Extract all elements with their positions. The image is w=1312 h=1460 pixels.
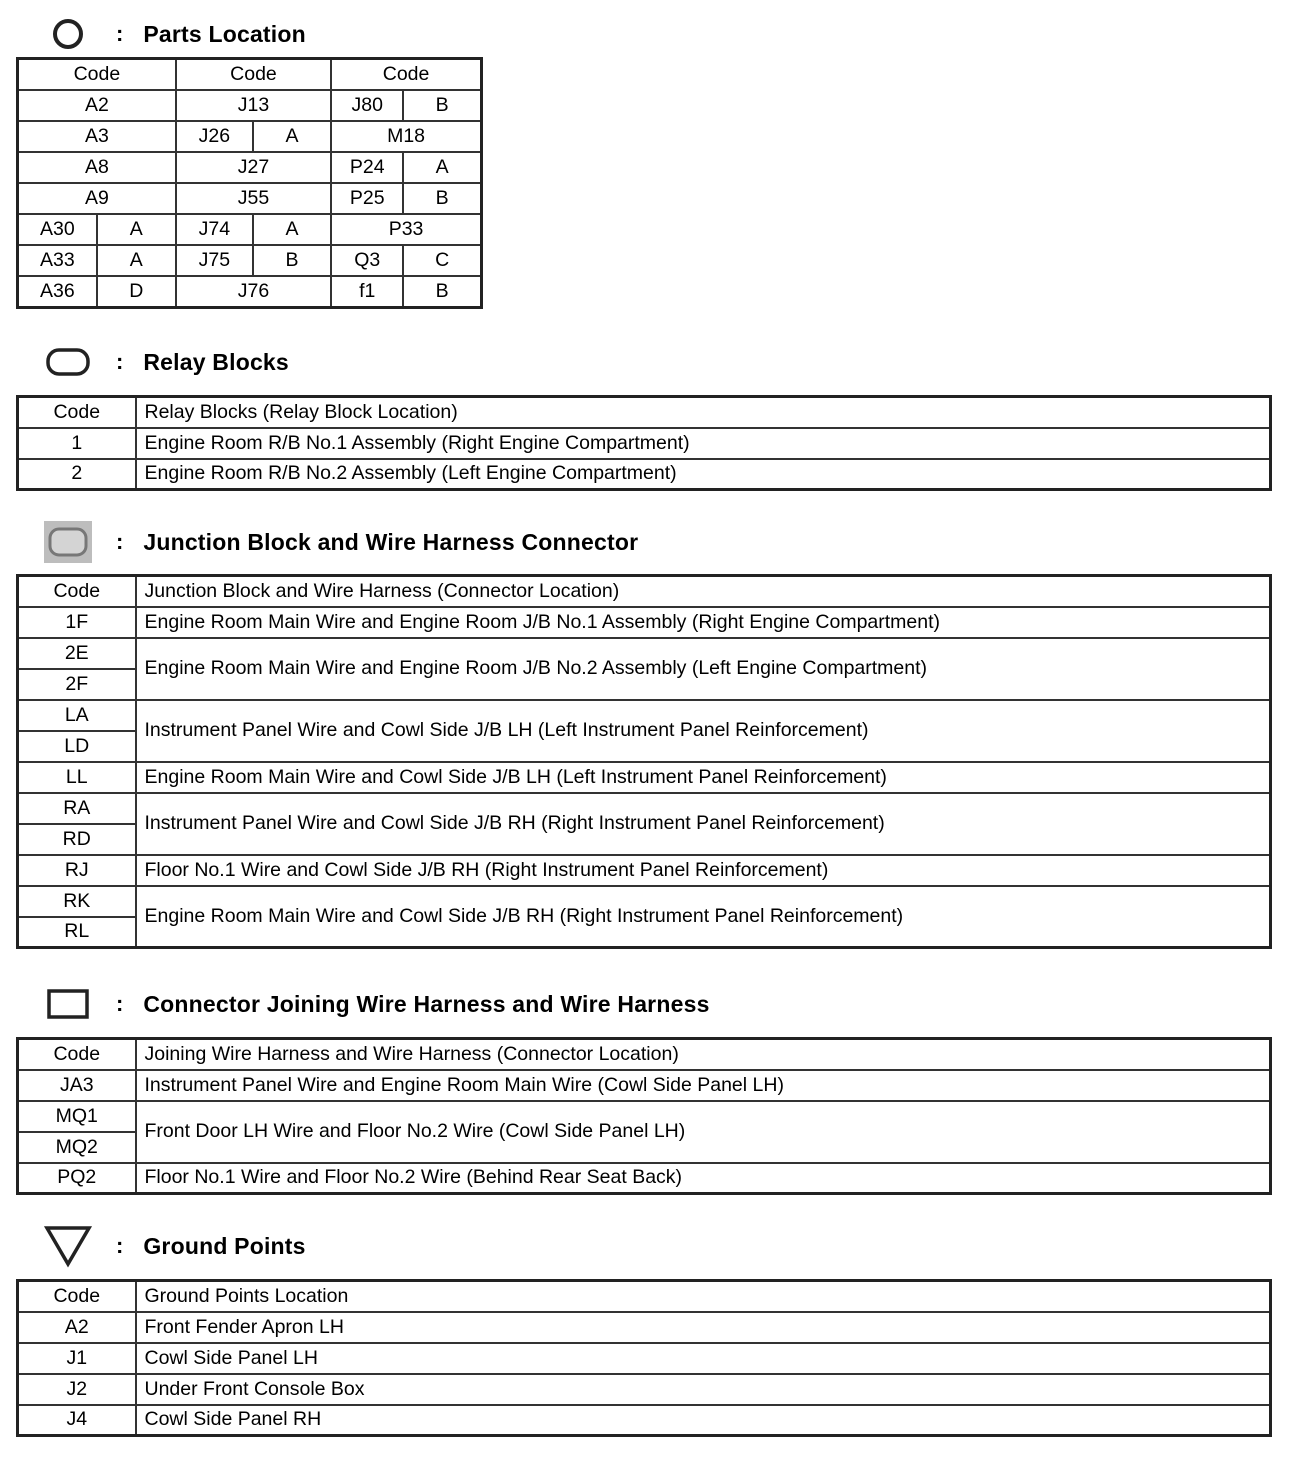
table-row bbox=[18, 428, 1271, 459]
table-header-row bbox=[18, 397, 1271, 428]
suffix-cell: D bbox=[97, 276, 176, 308]
circle-icon bbox=[40, 14, 96, 54]
table-row bbox=[18, 762, 1271, 793]
heading-colon: : bbox=[116, 529, 124, 554]
column-header: Ground Points Location bbox=[136, 1281, 1271, 1312]
column-header: Code bbox=[176, 59, 331, 91]
table-row bbox=[18, 152, 482, 183]
code-cell: A2 bbox=[18, 1312, 136, 1343]
code-cell: LL bbox=[18, 762, 136, 793]
suffix-cell: A bbox=[403, 152, 481, 183]
table-header-row bbox=[18, 576, 1271, 607]
table-row bbox=[18, 1405, 1271, 1436]
code-cell: 1F bbox=[18, 607, 136, 638]
code-cell: A9 bbox=[18, 183, 176, 214]
parts-location-title: Parts Location bbox=[143, 20, 306, 47]
code-cell: P33 bbox=[331, 214, 481, 245]
table-row bbox=[18, 90, 482, 121]
code-cell: MQ1 bbox=[18, 1101, 136, 1132]
code-cell: A33 bbox=[18, 245, 97, 276]
code-cell: J13 bbox=[176, 90, 331, 121]
triangle-down-icon bbox=[40, 1226, 96, 1266]
table-row bbox=[18, 1374, 1271, 1405]
suffix-cell: A bbox=[97, 214, 176, 245]
code-cell: A36 bbox=[18, 276, 97, 308]
code-cell: J26 bbox=[176, 121, 253, 152]
code-cell: J2 bbox=[18, 1374, 136, 1405]
description-cell: Instrument Panel Wire and Cowl Side J/B LH (Left Instrument Panel Reinforcement) bbox=[136, 700, 1271, 762]
table-row bbox=[18, 607, 1271, 638]
code-cell: 2E bbox=[18, 638, 136, 669]
description-cell: Instrument Panel Wire and Cowl Side J/B RH (Right Instrument Panel Reinforcement) bbox=[136, 793, 1271, 855]
description-cell: Engine Room Main Wire and Cowl Side J/B RH (Right Instrument Panel Reinforcement) bbox=[136, 886, 1271, 948]
junction-block-title: Junction Block and Wire Harness Connector bbox=[143, 528, 639, 555]
description-cell: Engine Room R/B No.1 Assembly (Right Engine Compartment) bbox=[136, 428, 1271, 459]
code-cell: A3 bbox=[18, 121, 176, 152]
junction-block-heading bbox=[40, 520, 638, 564]
table-row bbox=[18, 855, 1271, 886]
description-cell: Floor No.1 Wire and Floor No.2 Wire (Behind Rear Seat Back) bbox=[136, 1163, 1271, 1194]
suffix-cell: C bbox=[403, 245, 481, 276]
shaded-rounded-rectangle-icon bbox=[40, 522, 96, 562]
parts-location-table bbox=[16, 57, 483, 309]
code-cell: f1 bbox=[331, 276, 403, 308]
code-cell: MQ2 bbox=[18, 1132, 136, 1163]
relay-blocks-table bbox=[16, 395, 1272, 491]
code-cell: J27 bbox=[176, 152, 331, 183]
description-cell: Front Door LH Wire and Floor No.2 Wire (Cowl Side Panel LH) bbox=[136, 1101, 1271, 1163]
column-header: Code bbox=[18, 397, 136, 428]
ground-points-table bbox=[16, 1279, 1272, 1437]
table-row bbox=[18, 1343, 1271, 1374]
code-cell: J4 bbox=[18, 1405, 136, 1436]
table-row bbox=[18, 638, 1271, 669]
description-cell: Engine Room Main Wire and Engine Room J/B No.2 Assembly (Left Engine Compartment) bbox=[136, 638, 1271, 700]
code-cell: LD bbox=[18, 731, 136, 762]
code-cell: 2F bbox=[18, 669, 136, 700]
suffix-cell: A bbox=[253, 214, 331, 245]
column-header: Relay Blocks (Relay Block Location) bbox=[136, 397, 1271, 428]
heading-colon: : bbox=[116, 21, 124, 46]
description-cell: Under Front Console Box bbox=[136, 1374, 1271, 1405]
heading-colon: : bbox=[116, 349, 124, 374]
description-cell: Engine Room R/B No.2 Assembly (Left Engine Compartment) bbox=[136, 459, 1271, 490]
code-cell: J55 bbox=[176, 183, 331, 214]
code-cell: RA bbox=[18, 793, 136, 824]
code-cell: M18 bbox=[331, 121, 481, 152]
parts-location-heading bbox=[40, 12, 306, 56]
column-header: Junction Block and Wire Harness (Connector Location) bbox=[136, 576, 1271, 607]
suffix-cell: B bbox=[403, 90, 481, 121]
column-header: Code bbox=[331, 59, 481, 91]
rectangle-icon bbox=[40, 984, 96, 1024]
code-cell: A30 bbox=[18, 214, 97, 245]
table-row bbox=[18, 1312, 1271, 1343]
table-row bbox=[18, 886, 1271, 917]
heading-colon: : bbox=[116, 991, 124, 1016]
suffix-cell: B bbox=[403, 276, 481, 308]
suffix-cell: A bbox=[253, 121, 331, 152]
rounded-rectangle-icon bbox=[40, 342, 96, 382]
table-row bbox=[18, 121, 482, 152]
column-header: Joining Wire Harness and Wire Harness (Connector Location) bbox=[136, 1039, 1271, 1070]
code-cell: RK bbox=[18, 886, 136, 917]
description-cell: Cowl Side Panel LH bbox=[136, 1343, 1271, 1374]
table-header-row bbox=[18, 1281, 1271, 1312]
code-cell: J80 bbox=[331, 90, 403, 121]
table-row bbox=[18, 1163, 1271, 1194]
table-header-row bbox=[18, 1039, 1271, 1070]
description-cell: Front Fender Apron LH bbox=[136, 1312, 1271, 1343]
description-cell: Cowl Side Panel RH bbox=[136, 1405, 1271, 1436]
code-cell: A2 bbox=[18, 90, 176, 121]
code-cell: J76 bbox=[176, 276, 331, 308]
connector-joining-title: Connector Joining Wire Harness and Wire Harness bbox=[143, 990, 710, 1017]
relay-blocks-heading bbox=[40, 340, 289, 384]
connector-joining-table bbox=[16, 1037, 1272, 1195]
heading-colon: : bbox=[116, 1233, 124, 1258]
code-cell: P24 bbox=[331, 152, 403, 183]
description-cell: Instrument Panel Wire and Engine Room Main Wire (Cowl Side Panel LH) bbox=[136, 1070, 1271, 1101]
code-cell: RJ bbox=[18, 855, 136, 886]
ground-points-heading bbox=[40, 1224, 306, 1268]
table-row bbox=[18, 700, 1271, 731]
code-cell: JA3 bbox=[18, 1070, 136, 1101]
table-row bbox=[18, 245, 482, 276]
code-cell: 1 bbox=[18, 428, 136, 459]
code-cell: PQ2 bbox=[18, 1163, 136, 1194]
code-cell: A8 bbox=[18, 152, 176, 183]
description-cell: Floor No.1 Wire and Cowl Side J/B RH (Right Instrument Panel Reinforcement) bbox=[136, 855, 1271, 886]
table-row bbox=[18, 1101, 1271, 1132]
suffix-cell: B bbox=[253, 245, 331, 276]
column-header: Code bbox=[18, 1039, 136, 1070]
table-row bbox=[18, 276, 482, 308]
connector-joining-heading bbox=[40, 982, 710, 1026]
table-row bbox=[18, 459, 1271, 490]
table-row bbox=[18, 1070, 1271, 1101]
junction-block-table bbox=[16, 574, 1272, 949]
relay-blocks-title: Relay Blocks bbox=[143, 348, 289, 375]
code-cell: RD bbox=[18, 824, 136, 855]
column-header: Code bbox=[18, 576, 136, 607]
column-header: Code bbox=[18, 59, 176, 91]
table-row bbox=[18, 183, 482, 214]
description-cell: Engine Room Main Wire and Engine Room J/B No.1 Assembly (Right Engine Compartment) bbox=[136, 607, 1271, 638]
suffix-cell: B bbox=[403, 183, 481, 214]
code-cell: LA bbox=[18, 700, 136, 731]
code-cell: J1 bbox=[18, 1343, 136, 1374]
table-row bbox=[18, 214, 482, 245]
column-header: Code bbox=[18, 1281, 136, 1312]
code-cell: J74 bbox=[176, 214, 253, 245]
code-cell: J75 bbox=[176, 245, 253, 276]
code-cell: Q3 bbox=[331, 245, 403, 276]
code-cell: 2 bbox=[18, 459, 136, 490]
suffix-cell: A bbox=[97, 245, 176, 276]
code-cell: P25 bbox=[331, 183, 403, 214]
table-row bbox=[18, 793, 1271, 824]
code-cell: RL bbox=[18, 917, 136, 948]
ground-points-title: Ground Points bbox=[143, 1232, 306, 1259]
table-header-row bbox=[18, 59, 482, 91]
description-cell: Engine Room Main Wire and Cowl Side J/B LH (Left Instrument Panel Reinforcement) bbox=[136, 762, 1271, 793]
